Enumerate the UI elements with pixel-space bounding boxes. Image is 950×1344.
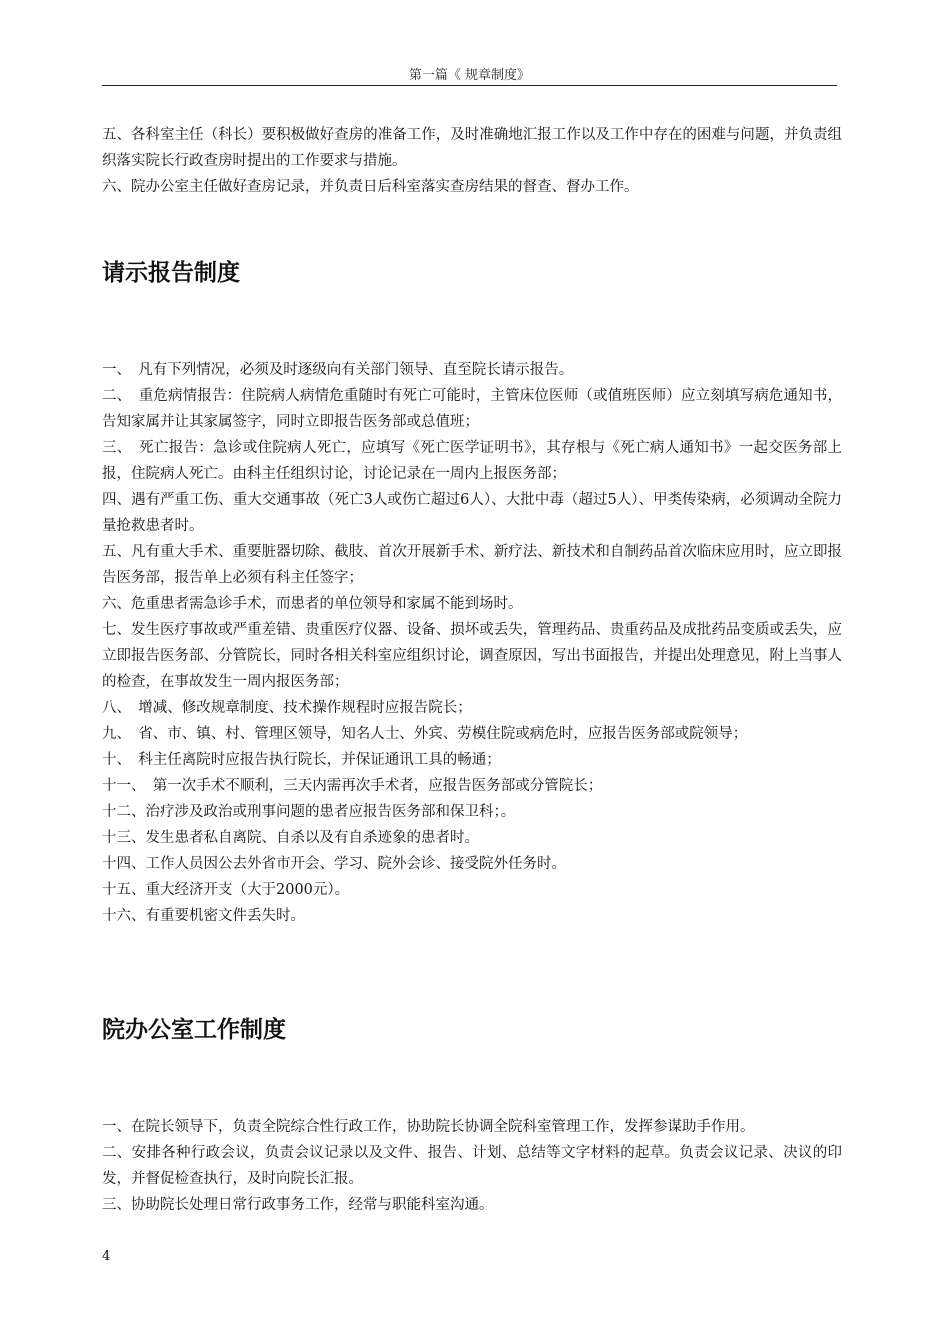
header-rule: [102, 85, 837, 86]
list-item: 十三、发生患者私自离院、自杀以及有自杀迹象的患者时。: [102, 830, 479, 846]
list-item: 四、遇有严重工伤、重大交通事故（死亡3人或伤亡超过6人）、大批中毒（超过5人）、甲类传染病，必须调动全院力量抢救患者时。: [102, 492, 842, 534]
section-title-office: 院办公室工作制度: [102, 1017, 286, 1043]
top-section: [102, 122, 842, 200]
list-item: 七、发生医疗事故或严重差错、贵重医疗仪器、设备、损坏或丢失，管理药品、贵重药品及成批药品变质或丢失，应立即报告医务部、分管院长，同时各相关科室应组织讨论，调查原因，写出书面报告，并提出处理意见，附上当事人的检查，在事故发生一周内报医务部；: [102, 622, 842, 690]
list-item: 五、凡有重大手术、重要脏器切除、截肢、首次开展新手术、新疗法、新技术和自制药品首次临床应用时，应立即报告医务部，报告单上必须有科主任签字；: [102, 544, 842, 586]
list-item: 十四、工作人员因公去外省市开会、学习、院外会诊、接受院外任务时。: [102, 856, 566, 872]
list-item: 十、 科主任离院时应报告执行院长，并保证通讯工具的畅通；: [102, 752, 501, 768]
page-header: 第一篇《 规章制度》: [408, 68, 531, 83]
report-rules-list: [102, 357, 842, 929]
list-item: 八、 增减、修改规章制度、技术操作规程时应报告院长；: [102, 700, 472, 716]
list-item: 二、 重危病情报告：住院病人病情危重随时有死亡可能时，主管床位医师（或值班医师）应立刻填写病危通知书，告知家属并让其家属签字，同时立即报告医务部或总值班；: [102, 388, 842, 430]
list-item: 二、安排各种行政会议，负责会议记录以及文件、报告、计划、总结等文字材料的起草。负责会议记录、决议的印发，并督促检查执行，及时向院长汇报。: [102, 1145, 842, 1187]
list-item: 十二、治疗涉及政治或刑事问题的患者应报告医务部和保卫科；。: [102, 804, 516, 820]
list-item: 三、协助院长处理日常行政事务工作，经常与职能科室沟通。: [102, 1197, 494, 1213]
list-item: 十五、重大经济开支（大于2000元）。: [102, 882, 350, 898]
list-item: 三、 死亡报告：急诊或住院病人死亡，应填写《死亡医学证明书》，其存根与《死亡病人通知书》一起交医务部上报，住院病人死亡。由科主任组织讨论，讨论记录在一周内上报医务部；: [102, 440, 842, 482]
paragraph: 五、各科室主任（科长）要积极做好查房的准备工作，及时准确地汇报工作以及工作中存在的困难与问题，并负责组织落实院长行政查房时提出的工作要求与措施。: [102, 127, 842, 169]
paragraph: 六、院办公室主任做好查房记录，并负责日后科室落实查房结果的督查、督办工作。: [102, 179, 639, 195]
list-item: 六、危重患者需急诊手术，而患者的单位领导和家属不能到场时。: [102, 596, 523, 612]
section-title-report: 请示报告制度: [102, 260, 240, 286]
list-item: 十六、有重要机密文件丢失时。: [102, 908, 305, 924]
page-number: 4: [102, 1249, 111, 1264]
list-item: 十一、 第一次手术不顺利，三天内需再次手术者，应报告医务部或分管院长；: [102, 778, 603, 794]
list-item: 一、 凡有下列情况，必须及时逐级向有关部门领导、直至院长请示报告。: [102, 362, 574, 378]
list-item: 一、在院长领导下，负责全院综合性行政工作，协助院长协调全院科室管理工作，发挥参谋助手作用。: [102, 1119, 755, 1135]
list-item: 九、 省、市、镇、村、管理区领导，知名人士、外宾、劳模住院或病危时，应报告医务部或院领导；: [102, 726, 748, 742]
office-rules-list: [102, 1114, 842, 1218]
